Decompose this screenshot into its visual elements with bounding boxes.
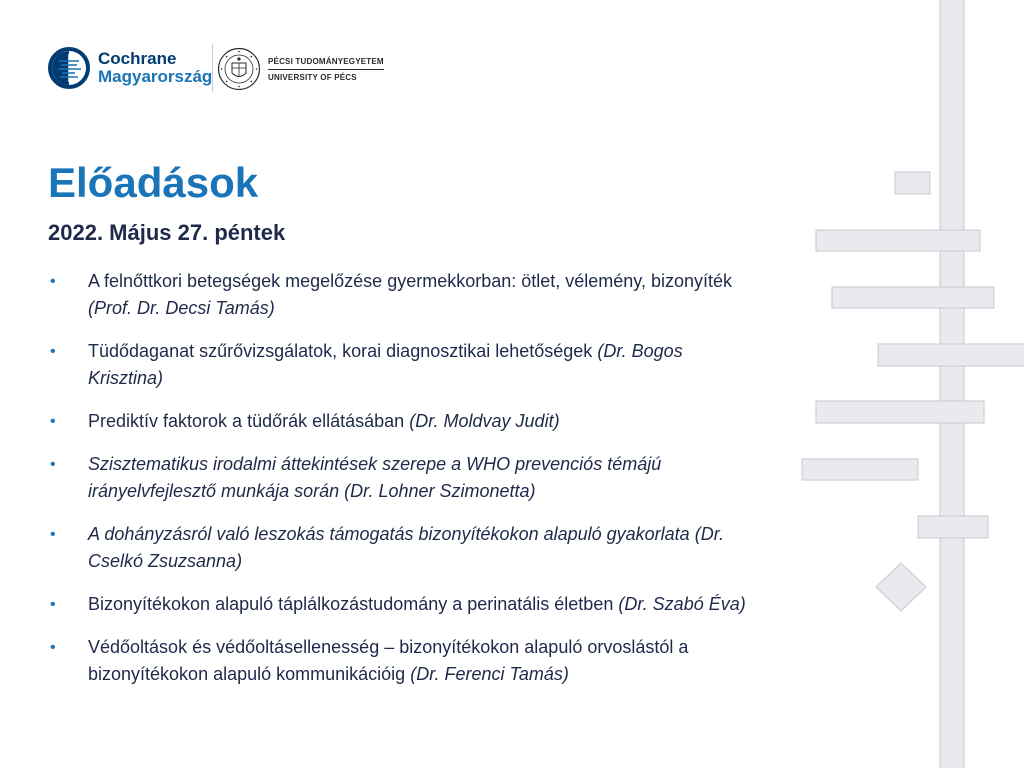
talk-speaker: (Dr. Bogos Krisztina) bbox=[88, 341, 683, 388]
list-item bbox=[48, 408, 748, 435]
list-item bbox=[48, 634, 748, 688]
bullet-icon: • bbox=[50, 526, 56, 543]
cochrane-logo-icon bbox=[48, 47, 90, 89]
talk-list bbox=[48, 268, 748, 704]
pte-name-hungarian: PÉCSI TUDOMÁNYEGYETEM bbox=[268, 56, 384, 66]
talk-speaker: (Prof. Dr. Decsi Tamás) bbox=[88, 298, 275, 318]
pte-rule bbox=[268, 69, 384, 70]
cochrane-wordmark-line1: Cochrane bbox=[98, 49, 177, 69]
list-item bbox=[48, 268, 748, 322]
pte-logo bbox=[217, 46, 384, 92]
bullet-icon: • bbox=[50, 413, 56, 430]
talk-speaker: (Dr. Moldvay Judit) bbox=[409, 411, 560, 431]
deco-bar-2 bbox=[832, 287, 994, 308]
deco-bar-4 bbox=[816, 401, 984, 423]
talk-title: Bizonyítékokon alapuló táplálkozástudomány a perinatális életben bbox=[88, 594, 614, 614]
cochrane-wordmark-line2: Magyarország bbox=[98, 67, 213, 86]
bullet-icon: • bbox=[50, 343, 56, 360]
list-item bbox=[48, 521, 748, 575]
bullet-icon: • bbox=[50, 639, 56, 656]
talk-title: Védőoltások és védőoltásellenesség – bizonyítékokon alapuló orvoslástól a bizonyítékokon alapuló kommunikációig bbox=[88, 637, 689, 684]
list-item bbox=[48, 451, 748, 505]
deco-bar-1 bbox=[816, 230, 980, 251]
deco-small-square bbox=[895, 172, 930, 194]
page-title: Előadások bbox=[48, 159, 259, 206]
talk-speaker: (Dr. Ferenci Tamás) bbox=[410, 664, 569, 684]
list-item bbox=[48, 338, 748, 392]
talk-title: Prediktív faktorok a tüdőrák ellátásában bbox=[88, 411, 405, 431]
talk-speaker: (Dr. Szabó Éva) bbox=[618, 594, 746, 614]
deco-bar-5 bbox=[802, 459, 918, 480]
university-seal-icon bbox=[217, 47, 261, 91]
talk-speaker: (Dr. Lohner Szimonetta) bbox=[344, 481, 536, 501]
deco-bar-6 bbox=[918, 516, 988, 538]
page-subtitle-date: 2022. Május 27. péntek bbox=[48, 220, 286, 245]
talk-speaker: (Dr. Cselkó Zsuzsanna) bbox=[88, 524, 725, 571]
cochrane-logo bbox=[48, 44, 212, 92]
bullet-icon: • bbox=[50, 596, 56, 613]
logo-divider bbox=[212, 44, 213, 92]
talk-title: Szisztematikus irodalmi áttekintések szerepe a WHO prevenciós témájú irányelvfejlesztő munkája során bbox=[88, 454, 662, 501]
talk-title: Tüdődaganat szűrővizsgálatok, korai diagnosztikai lehetőségek bbox=[88, 341, 593, 361]
list-item bbox=[48, 591, 748, 618]
talk-title: A dohányzásról való leszokás támogatás bizonyítékokon alapuló gyakorlata bbox=[88, 524, 690, 544]
talk-title: A felnőttkori betegségek megelőzése gyermekkorban: ötlet, vélemény, bizonyíték bbox=[88, 271, 733, 291]
bullet-icon: • bbox=[50, 456, 56, 473]
pte-name-english: UNIVERSITY OF PÉCS bbox=[268, 72, 357, 82]
deco-bar-3 bbox=[878, 344, 1024, 366]
deco-vertical-bar bbox=[940, 0, 964, 768]
bullet-icon: • bbox=[50, 273, 56, 290]
deco-diamond bbox=[876, 563, 926, 611]
